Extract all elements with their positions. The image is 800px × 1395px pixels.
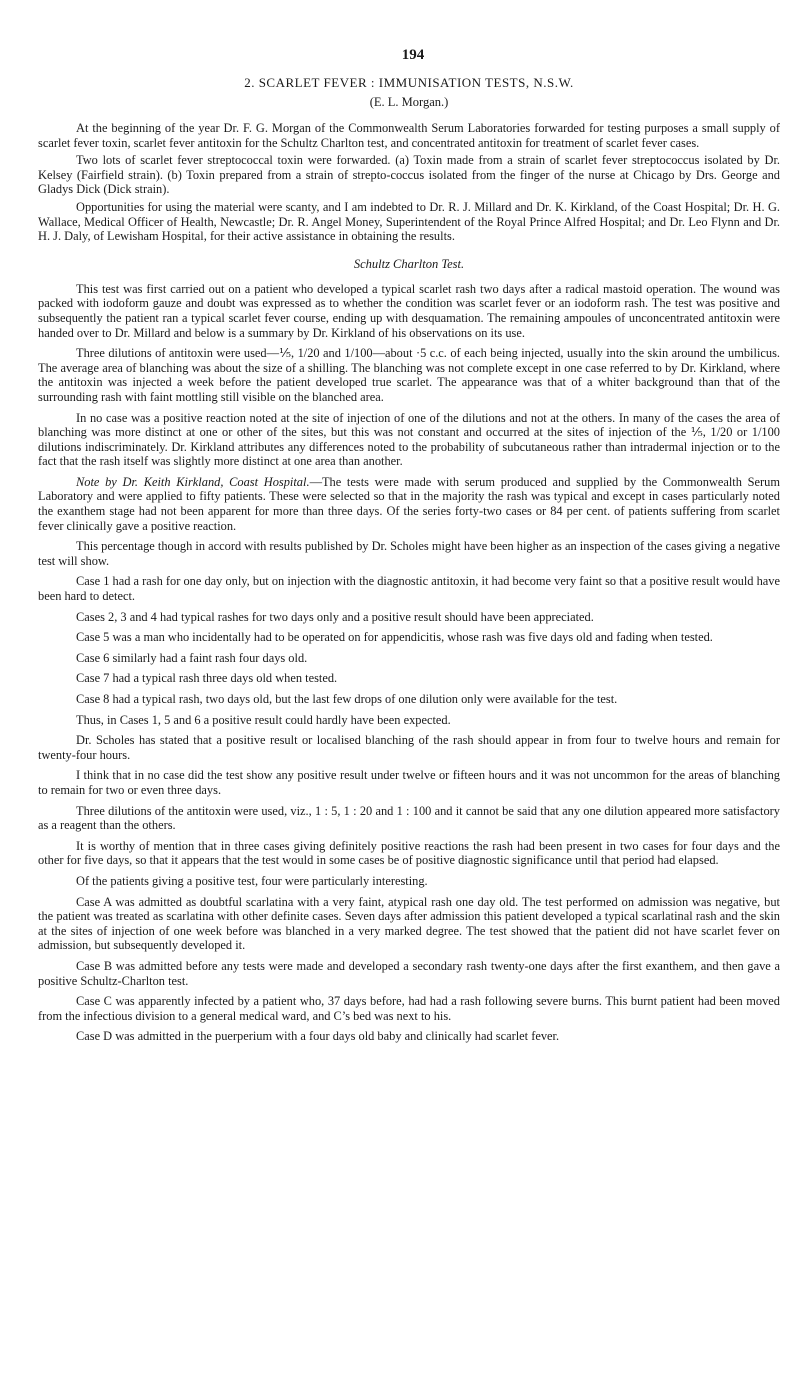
- body-paragraph: This percentage though in accord with results published by Dr. Scholes might have been higher as an inspection of the cases giving a negative test will show.: [38, 539, 781, 568]
- body-paragraph: Case 8 had a typical rash, two days old, but the last few drops of one dilution only were available for the test.: [76, 692, 618, 706]
- body-paragraph: Dr. Scholes has stated that a positive result or localised blanching of the rash should appear in from four to twelve hours and remain for twenty-four hours.: [38, 733, 780, 762]
- intro-paragraph: Two lots of scarlet fever streptococcal toxin were forwarded. (a) Toxin made from a strain of scarlet fever streptococcus isolated by Dr. Kelsey (Fairfield strain). (b) Toxin prepared from a strain of strepto-coccus isolated from the finger of the nurse at Chicago by Drs. George and Gladys Dick (Dick strain).: [38, 153, 780, 197]
- body-paragraph: This test was first carried out on a patient who developed a typical scarlet rash two days after a radical mastoid operation. The wound was packed with iodoform gauze and doubt was expressed as to whether the condition was scarlet fever or an iodoform rash. The test was positive and subsequently the patient ran a typical scarlet fever course, ending up with desquamation. The remaining ampoules of unconcentrated antitoxin were handed over to Dr. Millard and below is a summary by Dr. Kirkland of his observations on its use.: [38, 281, 780, 340]
- body-paragraph: I think that in no case did the test show any positive result under twelve or fifteen hours and it was not uncommon for the areas of blanching to remain for two or even three days.: [38, 768, 780, 797]
- body-paragraph: Cases 2, 3 and 4 had typical rashes for two days only and a positive result should have been appreciated.: [76, 609, 594, 624]
- section-heading: Schultz Charlton Test.: [353, 256, 465, 271]
- body-paragraph: Three dilutions of antitoxin were used—⅕, 1/20 and 1/100—about ·5 c.c. of each being injected, usually into the skin around the umbilicus. The average area of blanching was about the size of a shilling. The blanching was not complete except in one case referred to by Dr. Kirkland, where the antitoxin was injected a week before the patient developed true scarlet. The appearance was that of a whiter background than that of the surrounding rash with faint mottling still visible on the blanched area.: [38, 346, 780, 404]
- intro-paragraph: Opportunities for using the material were scanty, and I am indebted to Dr. R. J. Millard and Dr. K. Kirkland, of the Coast Hospital; Dr. H. G. Wallace, Medical Officer of Health, Newcastle; Dr. R. Angel Money, Superintendent of the Royal Prince Alfred Hospital; and Dr. Leo Flynn and Dr. H. J. Daly, of Lewisham Hospital, for their active assistance in obtaining the results.: [38, 199, 780, 244]
- body-paragraph: Thus, in Cases 1, 5 and 6 a positive result could hardly have been expected.: [76, 712, 451, 727]
- body-paragraph: [38, 475, 780, 533]
- note-lead: Note by Dr. Keith Kirkland, Coast Hospital.: [76, 474, 310, 489]
- body-paragraph: Case 6 similarly had a faint rash four days old.: [76, 650, 308, 665]
- body-paragraph: It is worthy of mention that in three cases giving definitely positive reactions the rash had been present in two cases for four days and the other for five days, so that it appears that the test would in some cases be of positive diagnostic significance until that period had elapsed.: [38, 838, 780, 868]
- intro-paragraph: At the beginning of the year Dr. F. G. Morgan of the Commonwealth Serum Laboratories forwarded for testing purposes a small supply of scarlet fever toxin, scarlet fever antitoxin for the Schultz Charlton test, and concentrated antitoxin for treatment of scarlet fever cases.: [38, 121, 780, 150]
- body-paragraph: Case 5 was a man who incidentally had to be operated on for appendicitis, whose rash was five days old and fading when tested.: [76, 630, 713, 645]
- body-paragraph: In no case was a positive reaction noted at the site of injection of one of the dilutions and not at the others. In many of the cases the area of blanching was more distinct at one or other of the sites, but this was not constant and occurred at the sites of injection of the ⅕, 1/20 or 1/100 dilutions indiscriminately. Dr. Kirkland attributes any differences noted to the probability of subcutaneous rather than intradermal injection or to the fact that the rash itself was slightly more distinct at one area than another.: [38, 410, 780, 469]
- body-paragraph: Case C was apparently infected by a patient who, 37 days before, had had a rash following severe burns. This burnt patient had been moved from the infectious division to a general medical ward, and C’s bed was next to his.: [38, 994, 780, 1023]
- body-paragraph: Of the patients giving a positive test, four were particularly interesting.: [76, 873, 428, 888]
- article-title: 2. SCARLET FEVER : IMMUNISATION TESTS, N.S.W.: [244, 75, 574, 90]
- page-number: 194: [401, 47, 425, 63]
- body-paragraph: Case 7 had a typical rash three days old when tested.: [76, 671, 338, 686]
- body-paragraph: Case B was admitted before any tests were made and developed a secondary rash twenty-one days after the first exanthem, and then gave a positive Schultz-Charlton test.: [38, 958, 780, 988]
- note-text: —The tests were made with serum produced and supplied by the Commonwealth Serum Laboratory and were applied to fifty patients. These were selected so that in the majority the rash was typical and except in cases particularly noted the exanthem stage had not been apparent for more than three days. Of the series forty-two cases or 84 per cent. of patients suffering from scarlet fever clinically gave a positive reaction.: [38, 474, 780, 533]
- body-paragraph: Case D was admitted in the puerperium with a four days old baby and clinically had scarlet fever.: [76, 1029, 560, 1044]
- article-author: (E. L. Morgan.): [369, 95, 449, 109]
- body-paragraph: Three dilutions of the antitoxin were used, viz., 1 : 5, 1 : 20 and 1 : 100 and it cannot be said that any one dilution appeared more satisfactory as a reagent than the others.: [38, 803, 780, 833]
- body-paragraph: Case A was admitted as doubtful scarlatina with a very faint, atypical rash one day old. The test performed on admission was negative, but the patient was treated as scarlatina with other definite cases. Seven days after admission this patient developed a typical scarlatinal rash and the skin at the sites of injection of one week before was blanched in a very marked degree. The test showed that the patient did not have scarlet fever on admission, but subsequently developed it.: [38, 894, 780, 953]
- body-paragraph: Case 1 had a rash for one day only, but on injection with the diagnostic antitoxin, it had become very faint so that a positive result would have been hard to detect.: [38, 574, 780, 604]
